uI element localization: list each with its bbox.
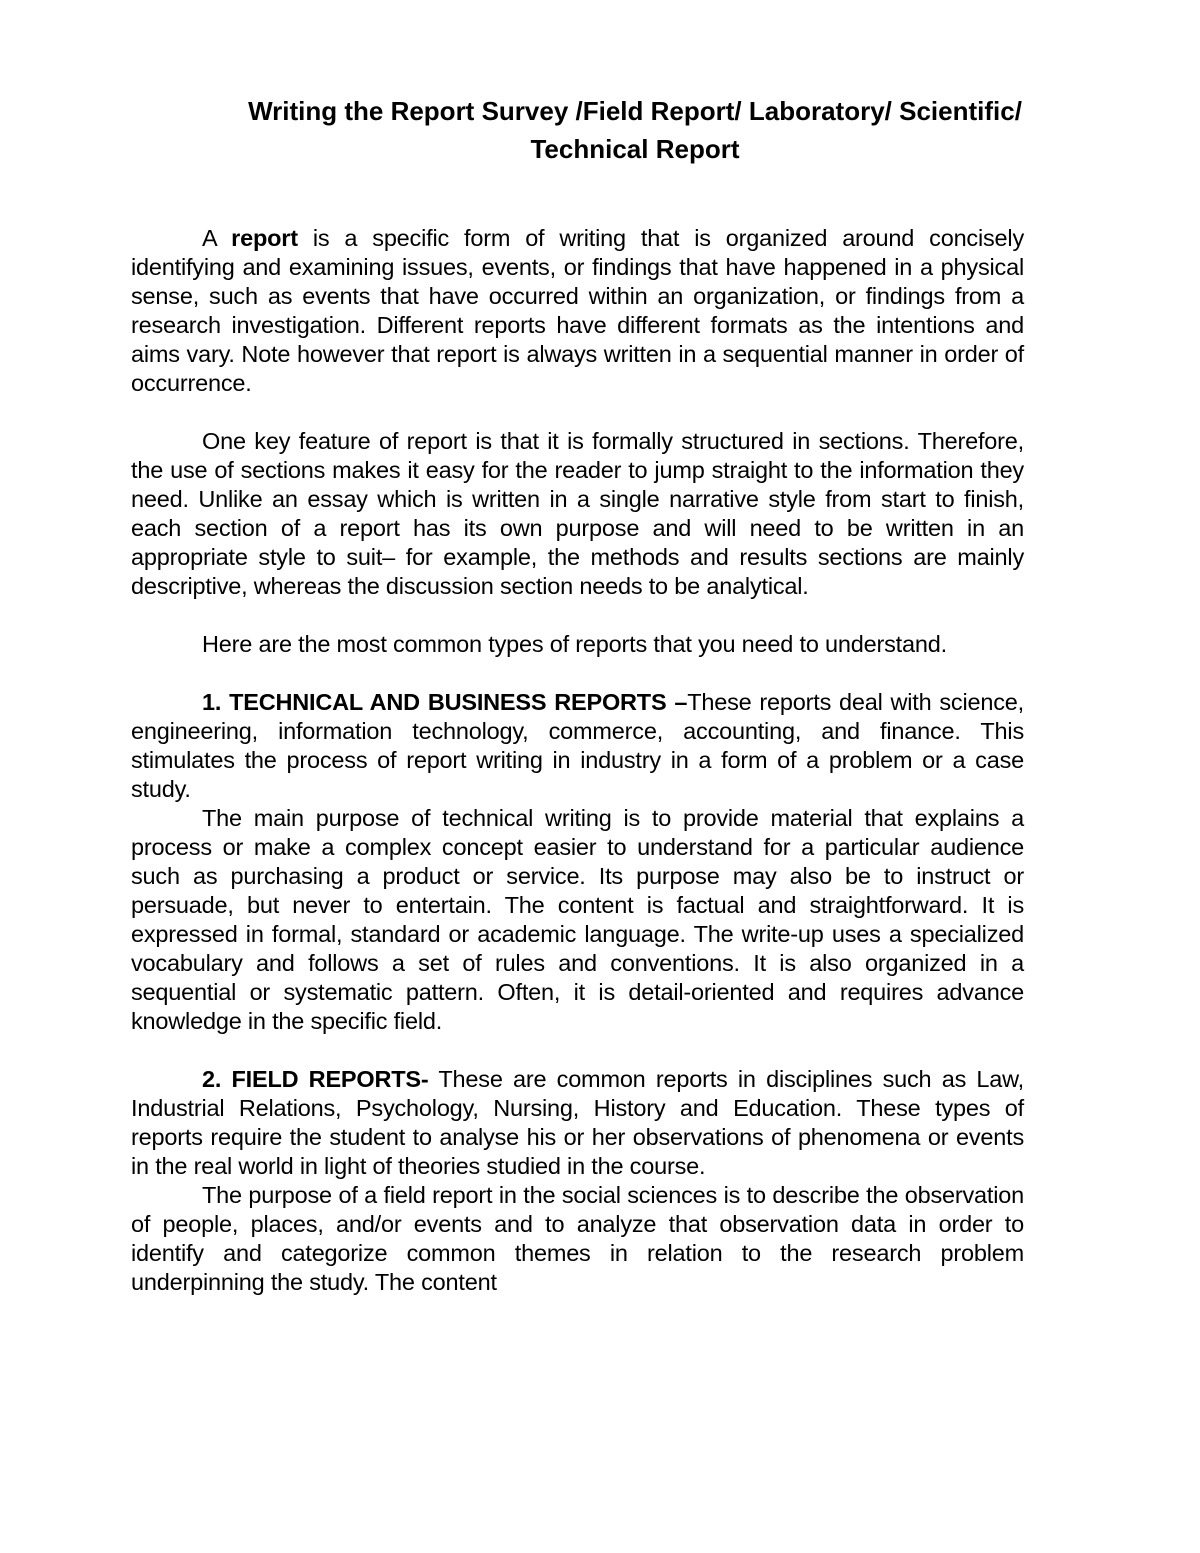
section-1-paragraph xyxy=(131,688,1024,804)
section-1-purpose-paragraph: The main purpose of technical writing is to provide material that explains a process or make a complex concept easier to understand for a particular audience such as purchasing a product or service. Its purpose may also be to instruct or persuade, but never to entertain. The content is factual and straightforward. It is expressed in formal, standard or academic language. The write-up uses a specialized vocabulary and follows a set of rules and conventions. It is also organized in a sequential or systematic pattern. Often, it is detail-oriented and requires advance knowledge in the specific field. xyxy=(131,805,1024,1034)
paragraph-gap xyxy=(131,1036,1024,1065)
document-body xyxy=(131,224,1024,1297)
document-title xyxy=(130,92,1140,168)
section-1-heading: 1. TECHNICAL AND BUSINESS REPORTS – xyxy=(202,689,688,715)
section-2-text: These are common reports in disciplines such as Law, Industrial Relations, Psychology, Nursing, History and Education. These types of reports require the student to analyse his or her observations of phenomena or events in the real world in light of theories studied in the course. xyxy=(131,1066,1024,1179)
section-2-purpose-paragraph: The purpose of a field report in the social sciences is to describe the observation of people, places, and/or events and to analyze that observation data in order to identify and categorize common themes in relation to the research problem underpinning the study. The content xyxy=(131,1182,1024,1295)
section-2-heading: 2. FIELD REPORTS- xyxy=(202,1066,429,1092)
intro-term: report xyxy=(231,225,298,251)
structure-paragraph: One key feature of report is that it is formally structured in sections. Therefore, the use of sections makes it easy for the reader to jump straight to the information they need. Unlike an essay which is written in a single narrative style from start to finish, each section of a report has its own purpose and will need to be written in an appropriate style to suit– for example, the methods and results sections are mainly descriptive, whereas the discussion section needs to be analytical. xyxy=(131,428,1024,599)
title-line-2: Technical Report xyxy=(530,134,740,164)
intro-paragraph xyxy=(131,224,1024,398)
paragraph-gap xyxy=(131,601,1024,630)
intro-lead: A xyxy=(202,225,232,251)
section-2-paragraph xyxy=(131,1065,1024,1181)
intro-rest: is a specific form of writing that is organized around concisely identifying and examining issues, events, or findings that have happened in a physical sense, such as events that have occurred within an organization, or findings from a research investigation. Different reports have different formats as the intentions and aims vary. Note however that report is always written in a sequential manner in order of occurrence. xyxy=(131,225,1024,396)
paragraph-gap xyxy=(131,659,1024,688)
title-line-1: Writing the Report Survey /Field Report/ Laboratory/ Scientific/ xyxy=(248,96,1022,126)
types-intro-paragraph: Here are the most common types of reports that you need to understand. xyxy=(202,631,947,657)
section-1-text: These reports deal with science, engineering, information technology, commerce, accounting, and finance. This stimulates the process of report writing in industry in a form of a problem or a case study. xyxy=(131,689,1024,802)
paragraph-gap xyxy=(131,398,1024,427)
